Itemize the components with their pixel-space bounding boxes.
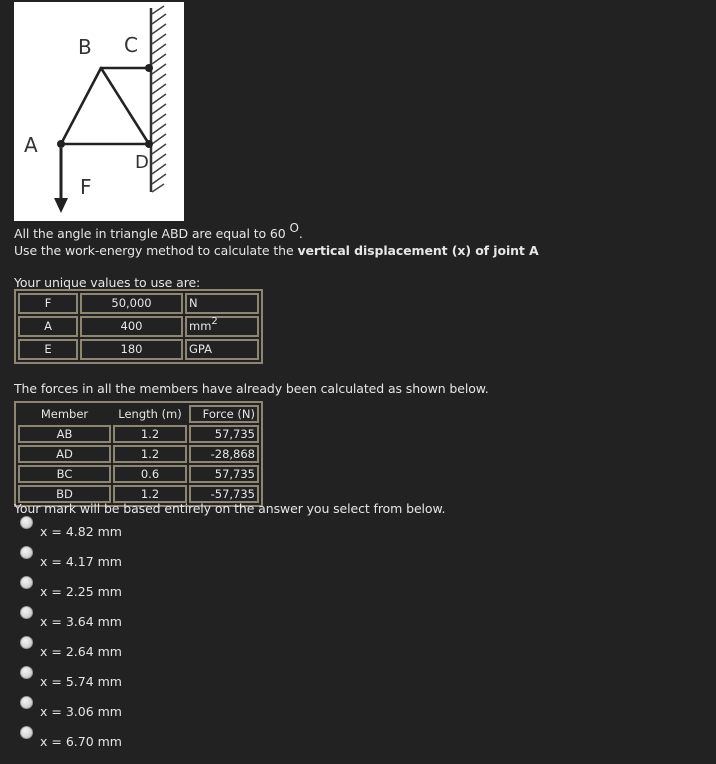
joint-d	[145, 140, 153, 148]
answer-option-7[interactable]	[20, 700, 122, 719]
radio-button[interactable]	[20, 546, 33, 559]
radio-button[interactable]	[20, 666, 33, 679]
table-row	[18, 445, 259, 463]
member-length: 1.2	[113, 445, 187, 463]
label-a: A	[24, 133, 38, 157]
header-member: Member	[40, 407, 89, 421]
radio-button[interactable]	[20, 576, 33, 589]
table-row	[18, 339, 259, 360]
truss-diagram	[14, 2, 184, 221]
value-unit: GPA	[185, 339, 259, 360]
table-header-row	[18, 405, 259, 423]
forces-intro: The forces in all the members have already been calculated as shown below.	[14, 381, 489, 396]
truss-members	[61, 68, 149, 144]
member-name: AB	[18, 425, 111, 443]
angle-statement: All the angle in triangle ABD are equal to 60 O.	[14, 221, 303, 241]
option-label[interactable]: x = 3.06 mm	[40, 704, 122, 719]
value-number: 400	[80, 316, 183, 337]
radio-button[interactable]	[20, 606, 33, 619]
answer-option-1[interactable]	[20, 520, 122, 539]
option-label[interactable]: x = 3.64 mm	[40, 614, 122, 629]
answer-option-4[interactable]	[20, 610, 122, 629]
table-row	[18, 425, 259, 443]
table-row	[18, 465, 259, 483]
forces-table	[14, 401, 263, 507]
label-d: D	[135, 152, 149, 173]
radio-button[interactable]	[20, 516, 33, 529]
member-force: -28,868	[189, 445, 259, 463]
header-length: Length (m)	[118, 407, 182, 421]
value-symbol: F	[18, 293, 78, 314]
member-force: -57,735	[189, 485, 259, 503]
label-b: B	[78, 35, 92, 59]
joint-c	[145, 64, 153, 72]
task-statement: Use the work-energy method to calculate the vertical displacement (x) of joint A	[14, 243, 539, 258]
option-label[interactable]: x = 2.64 mm	[40, 644, 122, 659]
value-unit: $mm^2$	[185, 316, 259, 337]
force-arrow-head	[54, 198, 68, 213]
answer-option-3[interactable]	[20, 580, 122, 599]
table-row	[18, 316, 259, 337]
joint-a	[57, 140, 65, 148]
option-label[interactable]: x = 2.25 mm	[40, 584, 122, 599]
option-label[interactable]: x = 6.70 mm	[40, 734, 122, 749]
value-number: 50,000	[80, 293, 183, 314]
member-name: AD	[18, 445, 111, 463]
truss-figure	[14, 2, 184, 221]
answer-option-2[interactable]	[20, 550, 122, 569]
member-name: BD	[18, 485, 111, 503]
member-bd	[101, 68, 149, 144]
label-c: C	[124, 33, 138, 57]
member-ab	[61, 68, 101, 144]
option-label[interactable]: x = 4.82 mm	[40, 524, 122, 539]
degree-symbol: O	[289, 221, 299, 235]
values-intro: Your unique values to use are:	[14, 275, 201, 290]
label-f: F	[80, 175, 92, 199]
values-table	[14, 289, 263, 364]
member-length: 1.2	[113, 485, 187, 503]
value-symbol: E	[18, 339, 78, 360]
value-number: 180	[80, 339, 183, 360]
radio-button[interactable]	[20, 696, 33, 709]
member-length: 1.2	[113, 425, 187, 443]
value-symbol: A	[18, 316, 78, 337]
answer-option-6[interactable]	[20, 670, 122, 689]
answer-option-8[interactable]	[20, 730, 122, 749]
member-name: BC	[18, 465, 111, 483]
radio-button[interactable]	[20, 636, 33, 649]
member-force: 57,735	[189, 425, 259, 443]
answer-option-5[interactable]	[20, 640, 122, 659]
wall-hatching	[152, 6, 166, 192]
table-row	[18, 293, 259, 314]
mark-note: Your mark will be based entirely on the answer you select from below.	[14, 501, 446, 516]
member-length: 0.6	[113, 465, 187, 483]
member-force: 57,735	[189, 465, 259, 483]
option-label[interactable]: x = 5.74 mm	[40, 674, 122, 689]
option-label[interactable]: x = 4.17 mm	[40, 554, 122, 569]
radio-button[interactable]	[20, 726, 33, 739]
task-emphasis: vertical displacement (x) of joint A	[297, 243, 539, 258]
header-force: Force (N)	[189, 405, 259, 423]
value-unit: N	[185, 293, 259, 314]
